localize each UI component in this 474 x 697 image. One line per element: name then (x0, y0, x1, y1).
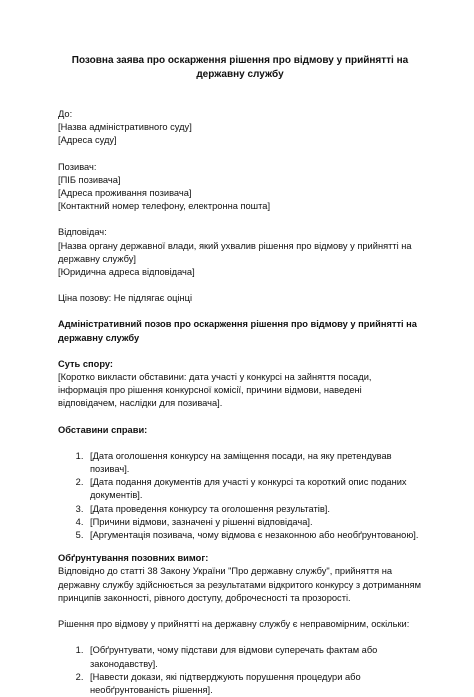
court-address: [Адреса суду] (58, 135, 117, 146)
defendant-label: Відповідач: (58, 227, 107, 238)
claim-title: Адміністративний позов про оскарження рішення про відмову у прийнятті на державну службу (58, 319, 417, 343)
plaintiff-block (58, 161, 422, 214)
list-item: 5. [Аргументація позивача, чому відмова є незаконною або необґрунтованою]. (86, 529, 422, 542)
essence-text: [Коротко викласти обставини: дата участі у конкурсі на зайняття посади, інформація про рішення конкурсної комісії, причини відмови, наведені відповідачем, наслідки для позивача]. (58, 372, 372, 409)
plaintiff-label: Позивач: (58, 161, 97, 172)
defendant-block (58, 226, 422, 279)
plaintiff-name: [ПІБ позивача] (58, 174, 121, 185)
grounds-section (58, 552, 422, 605)
circumstances-section (58, 424, 422, 543)
list-item: 3. [Дата проведення конкурсу та оголошення результатів]. (86, 503, 422, 516)
circumstances-heading: Обставини справи: (58, 424, 148, 435)
unlawful-list (58, 644, 422, 697)
list-item: 1. [Дата оголошення конкурсу на заміщення посади, на яку претендував позивач]. (86, 450, 422, 476)
document-title: Позовна заява про оскарження рішення про відмову у прийнятті на державну службу (71, 55, 409, 80)
plaintiff-address: [Адреса проживання позивача] (58, 188, 192, 199)
plaintiff-contact: [Контактний номер телефону, електронна пошта] (58, 201, 271, 212)
circumstances-list (58, 450, 422, 542)
to-label: До: (58, 109, 73, 119)
defendant-address: [Юридична адреса відповідача] (58, 267, 195, 278)
list-item: 4. [Причини відмови, зазначені у рішенні відповідача]. (86, 516, 422, 529)
essence-section (58, 358, 422, 411)
grounds-heading: Обґрунтування позовних вимог: (58, 553, 209, 564)
list-item: 2. [Навести докази, які підтверджують порушення процедури або необґрунтованість рішення]. (86, 671, 422, 697)
list-item: 2. [Дата подання документів для участі у конкурсі та короткий опис поданих документів]. (86, 476, 422, 502)
list-item: 1. [Обґрунтувати, чому підстави для відмови суперечать фактам або законодавству]. (86, 644, 422, 670)
defendant-name: [Назва органу державної влади, який ухвалив рішення про відмову у прийнятті на державну службу] (58, 240, 412, 264)
essence-heading: Суть спору: (58, 358, 114, 369)
unlawful-text: Рішення про відмову у прийнятті на державну службу є неправомірним, оскільки: (58, 619, 410, 630)
claim-price: Ціна позову: Не підлягає оцінці (58, 293, 193, 304)
court-block (58, 108, 422, 148)
grounds-text: Відповідно до статті 38 Закону України "Про державну службу", прийняття на державну службу здійснюється за результатами відкритого конкурсу з дотриманням принципів законності, рівного доступу, доброчесності та прозорості. (58, 566, 421, 603)
court-name: [Назва адміністративного суду] (58, 122, 192, 133)
